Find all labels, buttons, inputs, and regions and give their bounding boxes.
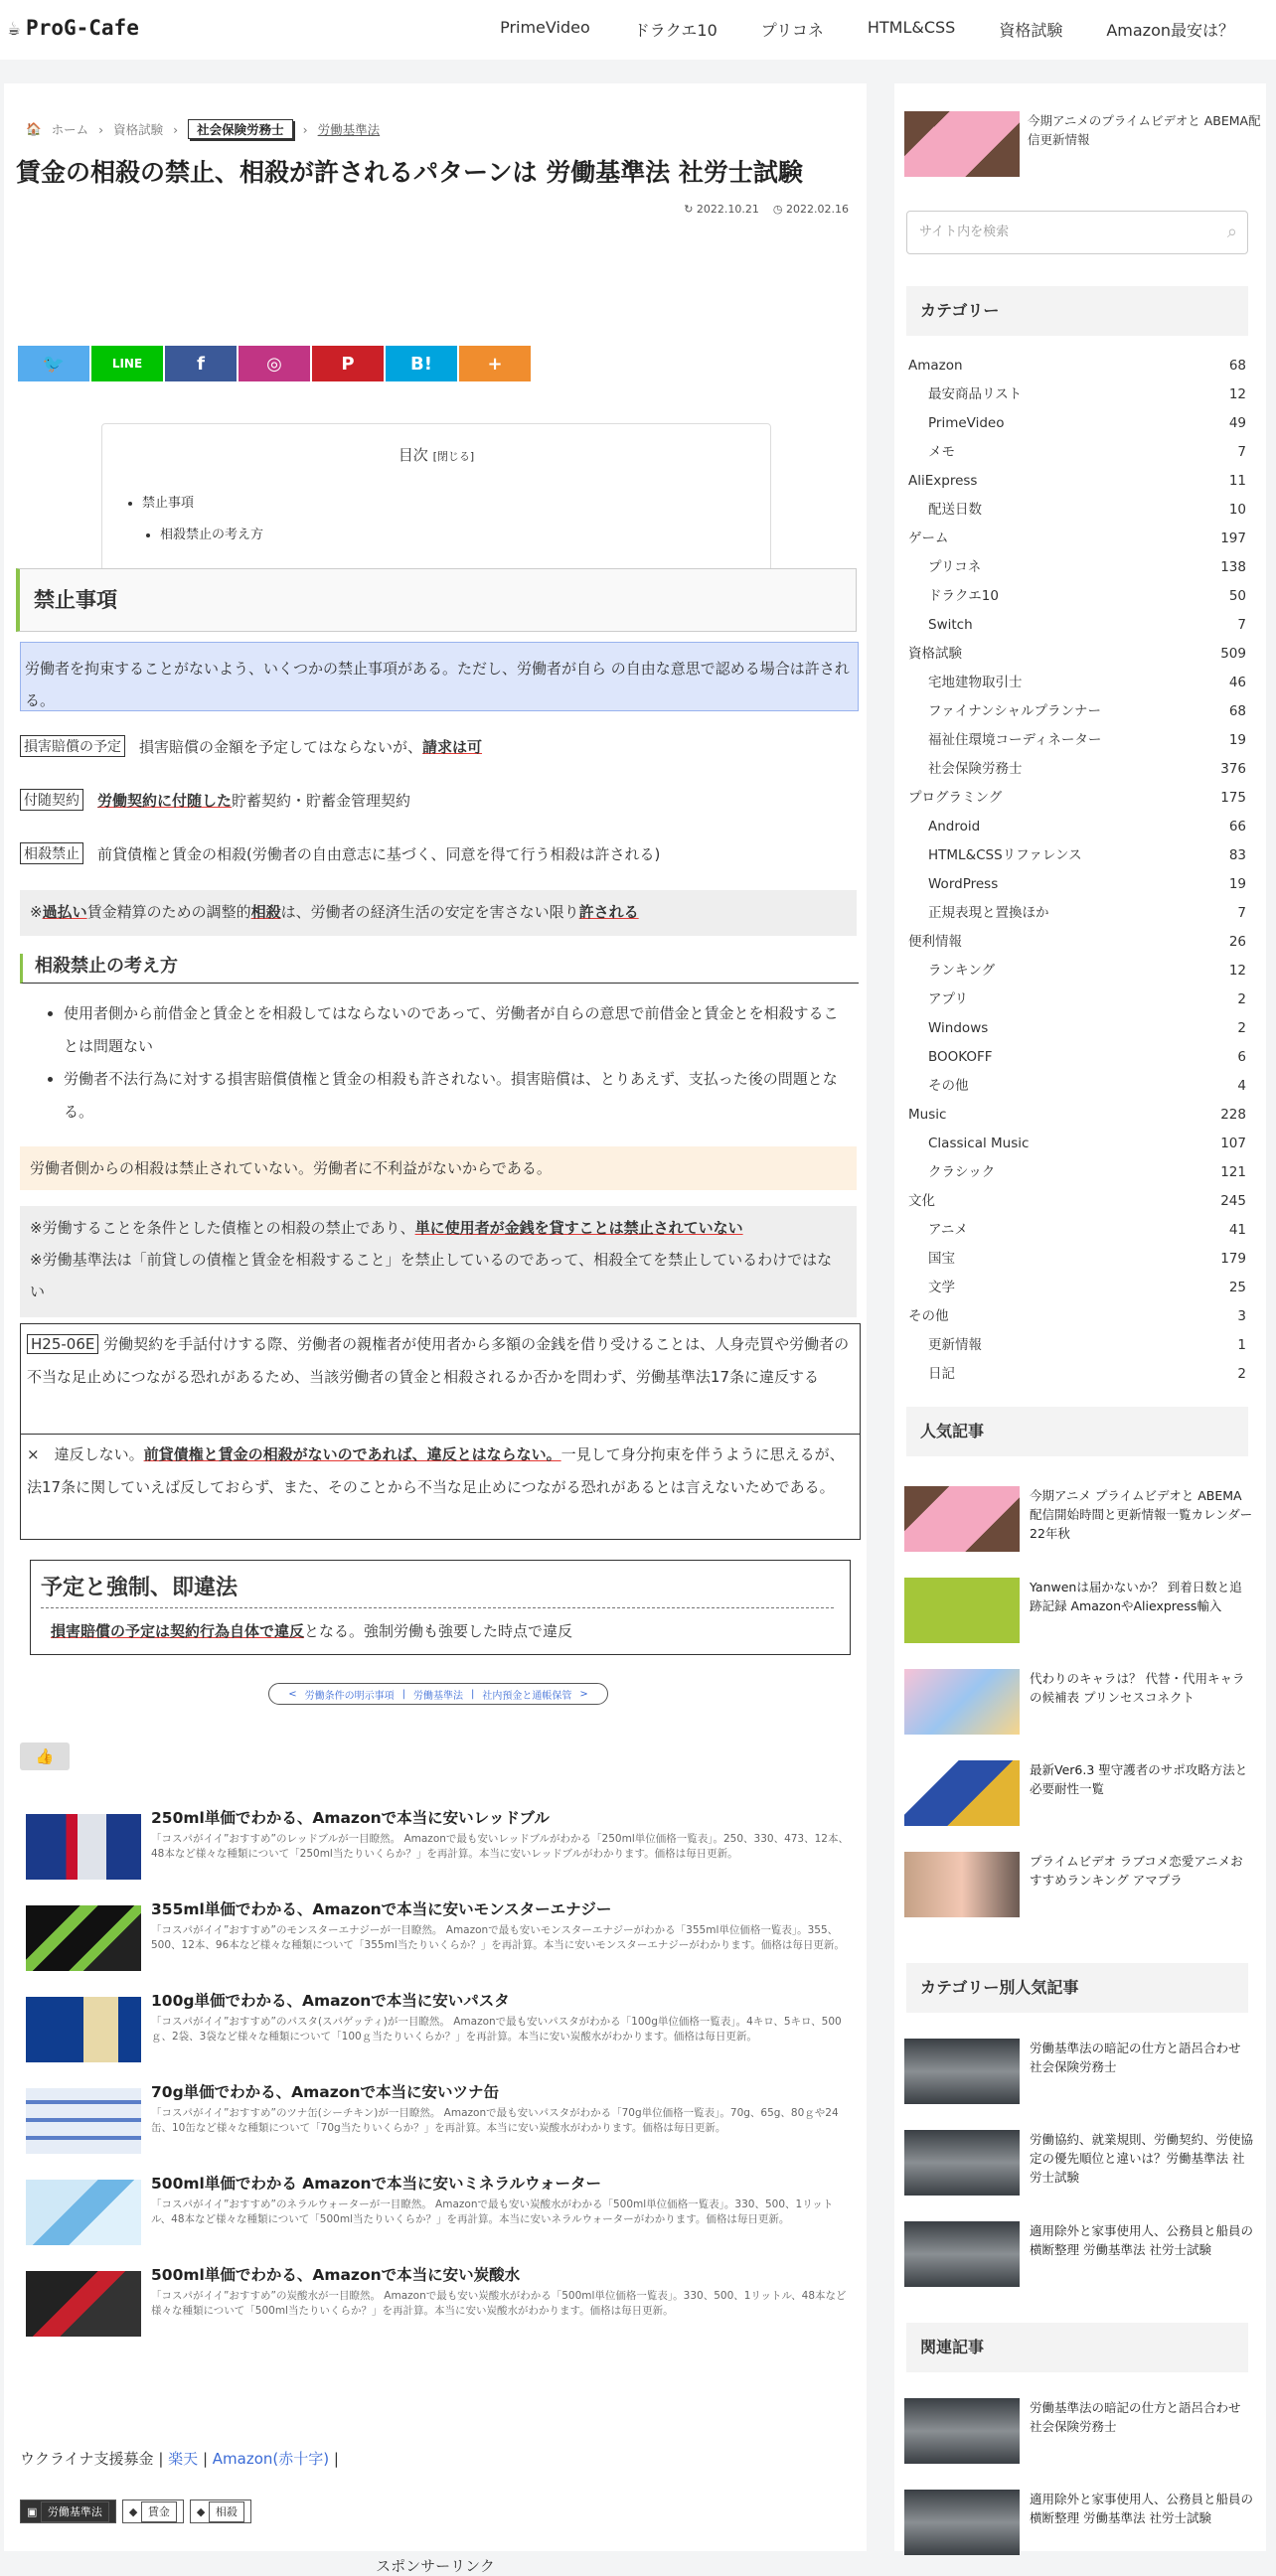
category-name: WordPress — [928, 876, 999, 892]
thumbs-up-icon: 👍 — [35, 1747, 55, 1765]
summary-body: 損害賠償の予定は契約行為自体で違反となる。強制労働も強要した時点で違反 — [51, 1622, 573, 1640]
thumbnail — [904, 2398, 1020, 2464]
category-count: 12 — [1228, 963, 1246, 979]
category-name: プログラミング — [908, 790, 1003, 806]
note-box: ※労働することを条件とした債権との相殺の禁止であり、単に使用者が金銭を貸すことは禁止されていない ※労働基準法は「前貸しの債権と賃金を相殺すること」を禁止しているのであって、相殺全てを禁止しているわけではない — [20, 1206, 857, 1317]
category-count: 1 — [1237, 1337, 1246, 1353]
intro-box: 労働者を拘束することがないよう、いくつかの禁止事項がある。ただし、労働者が自ら の自由な意思で認める場合は許される。 — [20, 642, 859, 711]
category-count: 2 — [1237, 1020, 1246, 1036]
instagram-share-button[interactable]: ◎ — [239, 346, 310, 381]
thumbnail — [904, 1486, 1020, 1552]
category-name: その他 — [908, 1308, 949, 1324]
category-name: 社会保険労務士 — [928, 761, 1023, 777]
category-count: 19 — [1228, 876, 1246, 892]
thumbnail — [26, 2271, 141, 2337]
facebook-share-button[interactable]: f — [165, 346, 237, 381]
thumbnail — [904, 2039, 1020, 2104]
category-count: 10 — [1228, 502, 1246, 518]
thumbnail — [26, 2088, 141, 2154]
category-name: Android — [928, 819, 981, 834]
category-count: 41 — [1228, 1222, 1246, 1238]
nav-exam[interactable]: 資格試験 — [999, 21, 1063, 40]
thumbnail — [904, 2130, 1020, 2196]
category-tag[interactable]: ▣ 労働基準法 — [20, 2500, 116, 2523]
rule-tag: 相殺禁止 — [20, 842, 83, 864]
breadcrumb-home[interactable]: ホーム — [51, 122, 89, 137]
list-item: • 労働者不法行為に対する損害賠償債権と賃金の相殺も許されない。損害賠償は、とりあえず、支払った後の問題となる。 — [64, 1063, 849, 1129]
category-name: 便利情報 — [908, 934, 962, 950]
amazon-redcross-link[interactable]: Amazon(赤十字) — [212, 2450, 330, 2468]
category-count: 3 — [1237, 1308, 1246, 1324]
category-count: 68 — [1228, 358, 1246, 374]
breadcrumb-roukihou[interactable]: 労働基準法 — [317, 122, 381, 137]
site-header — [0, 0, 1276, 60]
popular-post[interactable]: プライムビデオ ラブコメ恋愛アニメおすすめランキング アマプラ — [904, 1852, 1262, 1927]
support-links: ウクライナ支援募金 | 楽天 | Amazon(赤十字) | — [20, 2450, 339, 2468]
category-name: プリコネ — [928, 559, 982, 575]
toc-item[interactable]: • 相殺禁止の考え方 — [160, 520, 263, 551]
search-input[interactable]: サイト内を検索 ⌕ — [906, 211, 1248, 254]
breadcrumb-sharoushi[interactable]: 社会保険労務士 — [188, 119, 293, 139]
category-count: 245 — [1220, 1193, 1246, 1209]
coffee-cup-icon: ☕ — [8, 16, 21, 40]
nav-amazon[interactable]: Amazon最安は？ — [1106, 21, 1234, 40]
category-count: 68 — [1228, 703, 1246, 719]
category-item[interactable] — [908, 669, 1246, 697]
share-buttons — [18, 346, 531, 381]
list-item: • 使用者側から前借金と賃金とを相殺してはならないのであって、労働者が自らの意思で前借金と賃金とを相殺することは問題ない — [64, 997, 849, 1063]
related-item[interactable]: 355ml単価でわかる、Amazonで本当に安いモンスターエナジー 「コスパがイイ”おすすめ”のモンスターエナジーが一目瞭然。 Amazonで最も安いモンスターエナジーがわかる「355ml単位価格一覧表」。355、500、12本、96本など様々な種類について「355ml当たりいくらか？」を再計算。本当に安いモンスターエナジーがわかります。価格は毎日更新。 — [26, 1897, 857, 1973]
pinterest-share-button[interactable]: P — [312, 346, 384, 381]
category-item[interactable] — [908, 582, 1246, 611]
category-name: 福祉住環境コーディネーター — [928, 732, 1102, 748]
pager-prev-link[interactable]: 労働条件の明示事項 — [304, 1690, 395, 1702]
category-count: 19 — [1228, 732, 1246, 748]
answer: × 違反しない。前貸債権と賃金の相殺がないのであれば、違反とはならない。一見して身分拘束を伴うように思えるが、法17条に関していえば反しておらず、また、そのことから不当な足止めにつながる恐れがあるとは言えないためである。 — [21, 1434, 860, 1508]
category-count: 49 — [1228, 415, 1246, 431]
category-item[interactable] — [908, 1360, 1246, 1389]
category-count: 107 — [1220, 1136, 1246, 1151]
thumbnail — [904, 1852, 1020, 1917]
category-count: 376 — [1220, 761, 1246, 777]
tag-link[interactable]: ◆ 相殺 — [190, 2500, 251, 2523]
logo-text: ProG-Cafe — [26, 16, 139, 40]
category-name: 配送日数 — [928, 502, 982, 518]
nav-primevideo[interactable]: PrimeVideo — [500, 18, 590, 37]
thumbnail — [26, 2180, 141, 2245]
category-name: ゲーム — [908, 530, 949, 546]
categories-title: カテゴリー — [906, 286, 1248, 336]
thumbnail — [904, 111, 1020, 177]
category-item[interactable] — [908, 957, 1246, 985]
breadcrumb — [26, 119, 380, 139]
twitter-share-button[interactable]: 🐦 — [18, 346, 89, 381]
question-id: H25-06E — [27, 1334, 98, 1354]
bullet-list — [64, 997, 849, 1129]
pager-next-link[interactable]: 社内預金と通帳保管 — [482, 1690, 572, 1702]
rule-row: 付随契約 労働契約に付随した貯蓄契約・貯蓄金管理契約 — [20, 789, 410, 811]
category-count: 50 — [1228, 588, 1246, 604]
category-item[interactable] — [908, 438, 1246, 467]
category-item[interactable] — [908, 1216, 1246, 1245]
category-popular-title: カテゴリー別人気記事 — [906, 1963, 1248, 2013]
related-title: 関連記事 — [906, 2323, 1248, 2372]
breadcrumb-separator: › — [302, 121, 308, 137]
category-name: メモ — [928, 444, 955, 460]
nav-priconne[interactable]: プリコネ — [760, 21, 824, 40]
related-item[interactable]: 100g単価でわかる、Amazonで本当に安いパスタ 「コスパがイイ”おすすめ”のパスタ(スパゲッティ)が一目瞭然。 Amazonで最も安いパスタがわかる「100g単位価格一覧表」。4キロ、5キロ、500ｇ、2袋、3袋など様々な種類について「100ｇ当たりいくらか？」を再計算。本当に安い炭酸水がわかります。価格は毎日更新。 — [26, 1989, 857, 2064]
toc-title: 目次 — [398, 446, 428, 464]
category-item[interactable] — [908, 1274, 1246, 1302]
category-item[interactable] — [908, 409, 1246, 438]
category-name: ファイナンシャルプランナー — [928, 703, 1101, 719]
category-name: AliExpress — [908, 473, 978, 489]
category-item[interactable] — [908, 1331, 1246, 1360]
category-item[interactable] — [908, 985, 1246, 1014]
category-name: PrimeVideo — [928, 415, 1005, 431]
thumbnail — [26, 1997, 141, 2062]
category-item[interactable] — [908, 380, 1246, 409]
category-item[interactable] — [908, 899, 1246, 928]
category-name: 宅地建物取引士 — [928, 675, 1023, 690]
sidebar-related-post[interactable]: 適用除外と家事使用人、公務員と船員の横断整理 労働基準法 社労士試験 — [904, 2490, 1262, 2565]
category-name: Music — [908, 1107, 947, 1123]
category-count: 7 — [1237, 905, 1246, 921]
category-item[interactable] — [908, 1187, 1246, 1216]
rule-tag: 付随契約 — [20, 789, 83, 811]
category-name: 国宝 — [928, 1251, 955, 1267]
thumbnail — [904, 1669, 1020, 1735]
category-count: 46 — [1228, 675, 1246, 690]
section-heading: 禁止事項 — [16, 568, 857, 632]
category-name: 最安商品リスト — [928, 386, 1023, 402]
category-count: 26 — [1228, 934, 1246, 950]
category-item[interactable] — [908, 553, 1246, 582]
line-share-button[interactable]: LINE — [91, 346, 163, 381]
category-item[interactable] — [908, 784, 1246, 813]
article-tags — [20, 2500, 251, 2523]
category-item[interactable] — [908, 352, 1246, 380]
category-count: 2 — [1237, 991, 1246, 1007]
category-item[interactable] — [908, 525, 1246, 553]
category-name: 文化 — [908, 1193, 935, 1209]
category-count: 4 — [1237, 1078, 1246, 1094]
category-count: 228 — [1220, 1107, 1246, 1123]
category-item[interactable] — [908, 1158, 1246, 1187]
rule-tag: 損害賠償の予定 — [20, 735, 125, 757]
category-list — [908, 352, 1246, 1389]
global-nav — [478, 18, 1256, 41]
thumbnail — [26, 1905, 141, 1971]
category-count: 66 — [1228, 819, 1246, 834]
category-name: 更新情報 — [928, 1337, 982, 1353]
rule-row: 相殺禁止 前貸債権と賃金の相殺(労働者の自由意志に基づく、同意を得て行う相殺は許される) — [20, 842, 660, 864]
thumbnail — [26, 1814, 141, 1880]
category-name: Windows — [928, 1020, 989, 1036]
category-name: BOOKOFF — [928, 1049, 993, 1065]
sponsor-label: スポンサーリンク — [376, 2557, 495, 2575]
next-arrow-icon[interactable]: > — [579, 1688, 588, 1700]
category-name: ランキング — [928, 963, 996, 979]
category-item[interactable] — [908, 1043, 1246, 1072]
sidebar — [894, 83, 1266, 2551]
more-share-button[interactable]: + — [459, 346, 531, 381]
category-name: アニメ — [928, 1222, 968, 1238]
category-count: 6 — [1237, 1049, 1246, 1065]
category-item[interactable] — [908, 726, 1246, 755]
category-item[interactable] — [908, 870, 1246, 899]
category-item[interactable] — [908, 1302, 1246, 1331]
summary-title: 予定と強制、即違法 — [41, 1571, 834, 1608]
category-item[interactable] — [908, 1245, 1246, 1274]
popular-post[interactable]: 今期アニメ プライムビデオと ABEMA配信開始時間と更新情報一覧カレンダー 22年秋 — [904, 1486, 1262, 1562]
category-count: 12 — [1228, 386, 1246, 402]
prev-arrow-icon[interactable]: < — [288, 1688, 297, 1700]
category-count: 2 — [1237, 1366, 1246, 1382]
category-count: 179 — [1220, 1251, 1246, 1267]
toc-item[interactable]: • 禁止事項 • 相殺禁止の考え方 — [142, 488, 263, 551]
category-count: 11 — [1228, 473, 1246, 489]
category-item[interactable] — [908, 928, 1246, 957]
toc-toggle[interactable]: [閉じる] — [432, 450, 475, 463]
category-name: 日記 — [928, 1366, 955, 1382]
popular-post[interactable]: 最新Ver6.3 聖守護者のサポ攻略方法と必要耐性一覧 — [904, 1760, 1262, 1836]
clock-icon: ◷ — [772, 203, 783, 216]
sidebar-featured-post[interactable]: 今期アニメのプライムビデオと ABEMA配信更新情報 — [904, 111, 1262, 187]
category-item[interactable] — [908, 755, 1246, 784]
exam-question-box — [20, 1323, 861, 1540]
update-icon: ↻ — [684, 203, 694, 216]
category-name: HTML&CSSリファレンス — [928, 847, 1082, 863]
thumbnail — [904, 1578, 1020, 1643]
category-name: アプリ — [928, 991, 968, 1007]
category-item[interactable] — [908, 1101, 1246, 1130]
nav-htmlcss[interactable]: HTML&CSS — [867, 18, 956, 37]
category-item[interactable] — [908, 611, 1246, 640]
search-icon[interactable]: ⌕ — [1226, 222, 1237, 242]
category-item[interactable] — [908, 1072, 1246, 1101]
related-item[interactable]: 500ml単価でわかる Amazonで本当に安いミネラルウォーター 「コスパがイイ”おすすめ”のネラルウォーターが一目瞭然。 Amazonで最も安い炭酸水がわかる「500ml単位価格一覧表」。330、500、1リットル、48本など様々な種類について「500ml当たりいくらか？」を再計算。本当に安いネラルウォーターがわかります。価格は毎日更新。 — [26, 2172, 857, 2247]
category-name: ドラクエ10 — [928, 588, 999, 604]
site-logo[interactable] — [8, 16, 139, 40]
category-item[interactable] — [908, 640, 1246, 669]
category-count: 197 — [1220, 530, 1246, 546]
question: H25-06E 労働契約を手話付けする際、労働者の親権者が使用者から多額の金銭を借り受けることは、人身売買や労働者の不当な足止めにつながる恐れがあるため、当該労働者の賃金と相殺されるか否かを問わず、労働基準法17条に違反する — [27, 1335, 850, 1386]
popular-title: 人気記事 — [906, 1407, 1248, 1456]
category-count: 175 — [1220, 790, 1246, 806]
category-item[interactable] — [908, 1014, 1246, 1043]
published-date: 2022.02.16 — [786, 203, 849, 216]
thumbnail — [904, 1760, 1020, 1826]
category-name: Classical Music — [928, 1136, 1030, 1151]
related-item[interactable]: 500ml単価でわかる、Amazonで本当に安い炭酸水 「コスパがイイ”おすすめ”の炭酸水が一目瞭然。 Amazonで最も安い炭酸水がわかる「500ml単位価格一覧表」。330、500、1リットル、48本など様々な種類について「500ml当たりいくらか？」を再計算。本当に安い炭酸水がわかります。価格は毎日更新。 — [26, 2263, 857, 2339]
category-popular-post[interactable]: 労働協約、就業規則、労働契約、労使協定の優先順位と違いは？労働基準法 社労士試験 — [904, 2130, 1262, 2205]
popular-post[interactable]: 代わりのキャラは？ 代替・代用キャラの候補表 プリンセスコネクト — [904, 1669, 1262, 1744]
category-name: その他 — [928, 1078, 969, 1094]
point-box: 労働者側からの相殺は禁止されていない。労働者に不利益がないからである。 — [20, 1146, 857, 1190]
category-item[interactable] — [908, 467, 1246, 496]
breadcrumb-separator: › — [173, 121, 179, 137]
category-count: 83 — [1228, 847, 1246, 863]
category-name: 文学 — [928, 1280, 955, 1295]
category-item[interactable] — [908, 841, 1246, 870]
category-count: 121 — [1220, 1164, 1246, 1180]
related-item[interactable]: 70g単価でわかる、Amazonで本当に安いツナ缶 「コスパがイイ”おすすめ”のツナ缶(シーチキン)が一目瞭然。 Amazonで最も安いパスタがわかる「70g単位価格一覧表」。70g、65g、80ｇや24缶、10缶など様々な種類について「70g当たりいくらか？」を再計算。本当に安い炭酸水がわかります。価格は毎日更新。 — [26, 2080, 857, 2156]
tag-link[interactable]: ◆ 賃金 — [122, 2500, 184, 2523]
hatena-share-button[interactable]: B! — [386, 346, 457, 381]
category-popular-post[interactable]: 適用除外と家事使用人、公務員と船員の横断整理 労働基準法 社労士試験 — [904, 2221, 1262, 2297]
category-name: 正規表現と置換ほか — [928, 905, 1049, 921]
category-count: 7 — [1237, 444, 1246, 460]
article-title: 賃金の相殺の禁止、相殺が許されるパターンは 労働基準法 社労士試験 — [16, 158, 803, 187]
series-pager: < 労働条件の明示事項 | 労働基準法 | 社内預金と通帳保管 > — [268, 1683, 608, 1705]
nav-dq10[interactable]: ドラクエ10 — [633, 21, 718, 40]
pager-parent-link[interactable]: 労働基準法 — [413, 1690, 463, 1702]
category-item[interactable] — [908, 1130, 1246, 1158]
category-name: 資格試験 — [908, 646, 962, 662]
summary-box — [30, 1560, 851, 1655]
category-name: Amazon — [908, 358, 963, 374]
home-icon: 🏠 — [26, 121, 42, 136]
category-count: 509 — [1220, 646, 1246, 662]
updated-date: 2022.10.21 — [696, 203, 759, 216]
thumbnail — [904, 2221, 1020, 2287]
category-count: 138 — [1220, 559, 1246, 575]
thumbnail — [904, 2490, 1020, 2555]
category-popular-post[interactable]: 労働基準法の暗記の仕方と語呂合わせ 社会保険労務士 — [904, 2039, 1262, 2114]
subsection-heading: 相殺禁止の考え方 — [20, 954, 859, 984]
note-box: ※過払い賃金精算のための調整的相殺は、労働者の経済生活の安定を害さない限り許される — [20, 890, 857, 936]
category-item[interactable] — [908, 697, 1246, 726]
rakuten-link[interactable]: 楽天 — [168, 2450, 199, 2468]
category-item[interactable] — [908, 813, 1246, 841]
main-content — [4, 83, 867, 2575]
category-name: Switch — [928, 617, 973, 633]
category-count: 7 — [1237, 617, 1246, 633]
like-button[interactable] — [20, 1743, 70, 1770]
category-count: 25 — [1228, 1280, 1246, 1295]
article-dates — [684, 203, 849, 216]
sidebar-related-post[interactable]: 労働基準法の暗記の仕方と語呂合わせ 社会保険労務士 — [904, 2398, 1262, 2474]
popular-post[interactable]: Yanwenは届かないか？ 到着日数と追跡記録 AmazonやAliexpress輸入 — [904, 1578, 1262, 1653]
breadcrumb-exam[interactable]: 資格試験 — [113, 122, 164, 137]
related-item[interactable]: 250ml単価でわかる、Amazonで本当に安いレッドブル 「コスパがイイ”おすすめ”のレッドブルが一目瞭然。 Amazonで最も安いレッドブルがわかる「250ml単位価格一覧表」。250、330、473、12本、48本など様々な種類について「250ml当たりいくらか？」を再計算。本当に安いレッドブルがわかります。価格は毎日更新。 — [26, 1806, 857, 1882]
category-name: クラシック — [928, 1164, 996, 1180]
breadcrumb-separator: › — [98, 121, 104, 137]
category-item[interactable] — [908, 496, 1246, 525]
rule-row: 損害賠償の予定 損害賠償の金額を予定してはならないが、請求は可 — [20, 735, 482, 757]
